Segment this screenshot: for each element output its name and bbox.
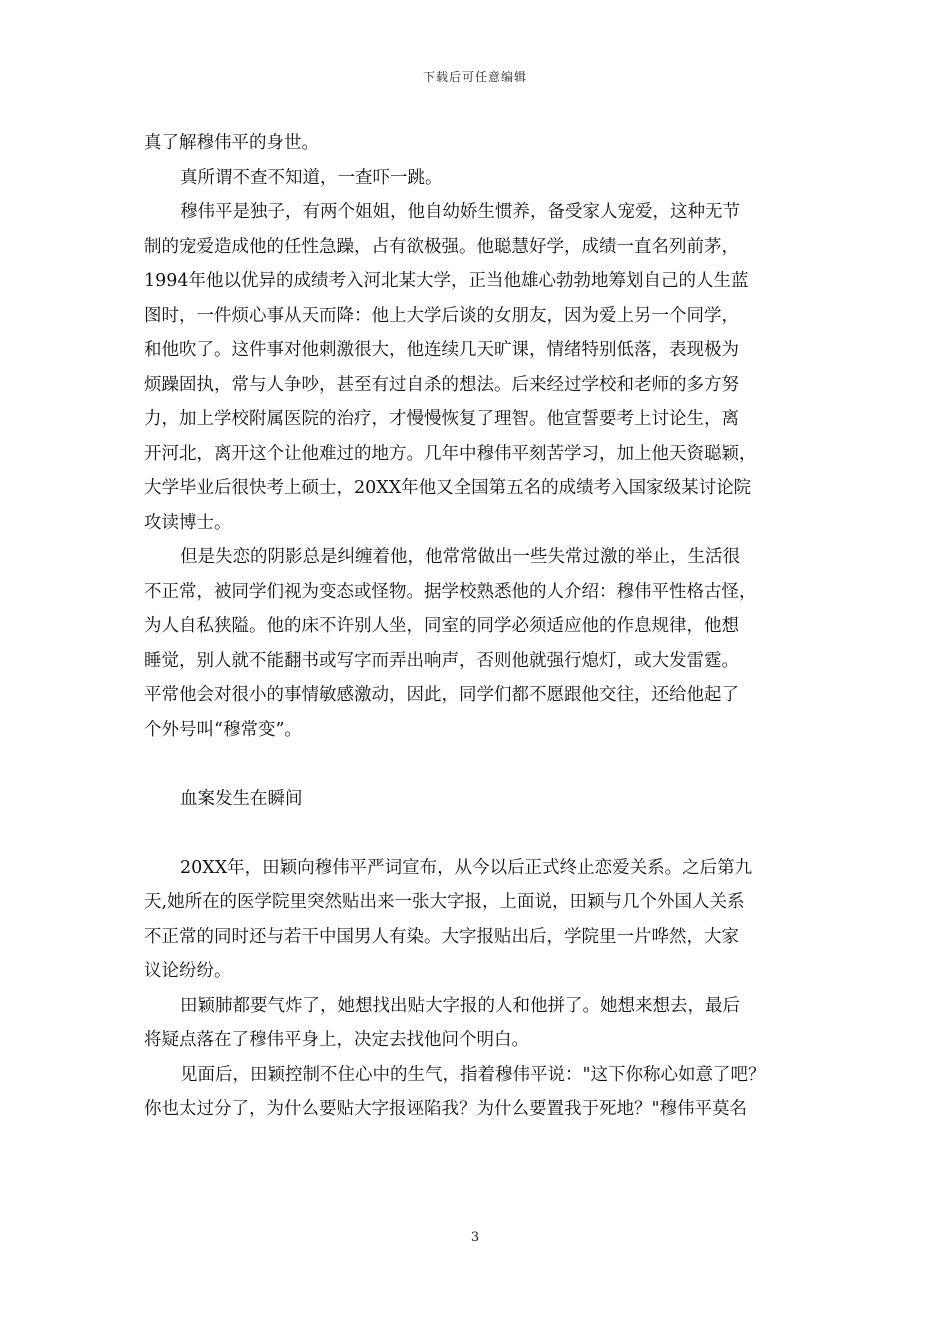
document-body <box>144 126 812 1127</box>
blank-line <box>144 747 812 782</box>
text-line: 议论纷纷。 <box>144 961 232 981</box>
text-line: 和他吹了。这件事对他刺激很大，他连续几天旷课，情绪特别低落，表现极为 <box>144 340 739 360</box>
text-line: 烦躁固执，常与人争吵，甚至有过自杀的想法。后来经过学校和老师的多方努 <box>144 374 739 395</box>
text-line: 田颖肺都要气炸了，她想找出贴大字报的人和他拼了。她想来想去，最后 <box>180 995 740 1016</box>
text-line: 将疑点落在了穆伟平身上，决定去找他问个明白。 <box>144 1030 529 1050</box>
text-line: 大学毕业后很快考上硕士，20XX年他又全国第五名的成绩考入国家级某讨论院 <box>144 478 752 498</box>
text-line: 个外号叫“穆常变”。 <box>144 719 302 740</box>
text-line: 为人自私狭隘。他的床不许别人坐，同室的同学必须适应他的作息规律，他想 <box>144 616 739 636</box>
text-line: 开河北，离开这个让他难过的地方。几年中穆伟平刻苦学习，加上他天资聪颖， <box>144 443 757 464</box>
text-line: 图时，一件烦心事从天而降：他上大学后谈的女朋友，因为爱上另一个同学， <box>144 305 739 326</box>
text-line: 但是失恋的阴影总是纠缠着他，他常常做出一些失常过激的举止，生活很 <box>180 547 740 567</box>
text-line: 不正常的同时还与若干中国男人有染。大字报贴出后，学院里一片哗然，大家 <box>144 926 739 947</box>
text-line: 平常他会对很小的事情敏感激动，因此，同学们都不愿跟他交往，还给他起了 <box>144 685 739 705</box>
text-line: 1994年他以优异的成绩考入河北某大学，正当他雄心勃勃地筹划自己的人生蓝 <box>144 271 749 291</box>
blank-line <box>144 816 812 851</box>
text-line: 天,她所在的医学院里突然贴出来一张大字报，上面说，田颖与几个外国人关系 <box>144 892 745 912</box>
text-line: 真所谓不查不知道，一查吓一跳。 <box>180 167 443 188</box>
text-line: 攻读博士。 <box>144 512 232 533</box>
text-line: 制的宠爱造成他的任性急躁，占有欲极强。他聪慧好学，成绩一直名列前茅， <box>144 236 739 257</box>
page-header: 下载后可任意编辑 <box>422 70 527 84</box>
page-number: 3 <box>470 1230 480 1245</box>
text-line: 穆伟平是独子，有两个姐姐，他自幼娇生惯养，备受家人宠爱，这种无节 <box>180 202 740 222</box>
text-line: 不正常，被同学们视为变态或怪物。据学校熟悉他的人介绍：穆伟平性格古怪， <box>144 581 757 602</box>
text-line: 你也太过分了，为什么要贴大字报诬陷我？为什么要置我于死地？"穆伟平莫名 <box>144 1099 748 1119</box>
text-line: 睡觉，别人就不能翻书或写字而弄出响声，否则他就强行熄灯，或大发雷霆。 <box>144 650 739 671</box>
text-line: 力，加上学校附属医院的治疗，才慢慢恢复了理智。他宣誓要考上讨论生，离 <box>144 409 739 429</box>
section-heading: 血案发生在瞬间 <box>180 788 303 809</box>
text-line: 见面后，田颖控制不住心中的生气，指着穆伟平说："这下你称心如意了吧？ <box>180 1064 766 1085</box>
text-line: 20XX年，田颖向穆伟平严词宣布，从今以后正式终止恋爱关系。之后第九 <box>180 857 753 878</box>
text-line: 真了解穆伟平的身世。 <box>144 133 319 153</box>
